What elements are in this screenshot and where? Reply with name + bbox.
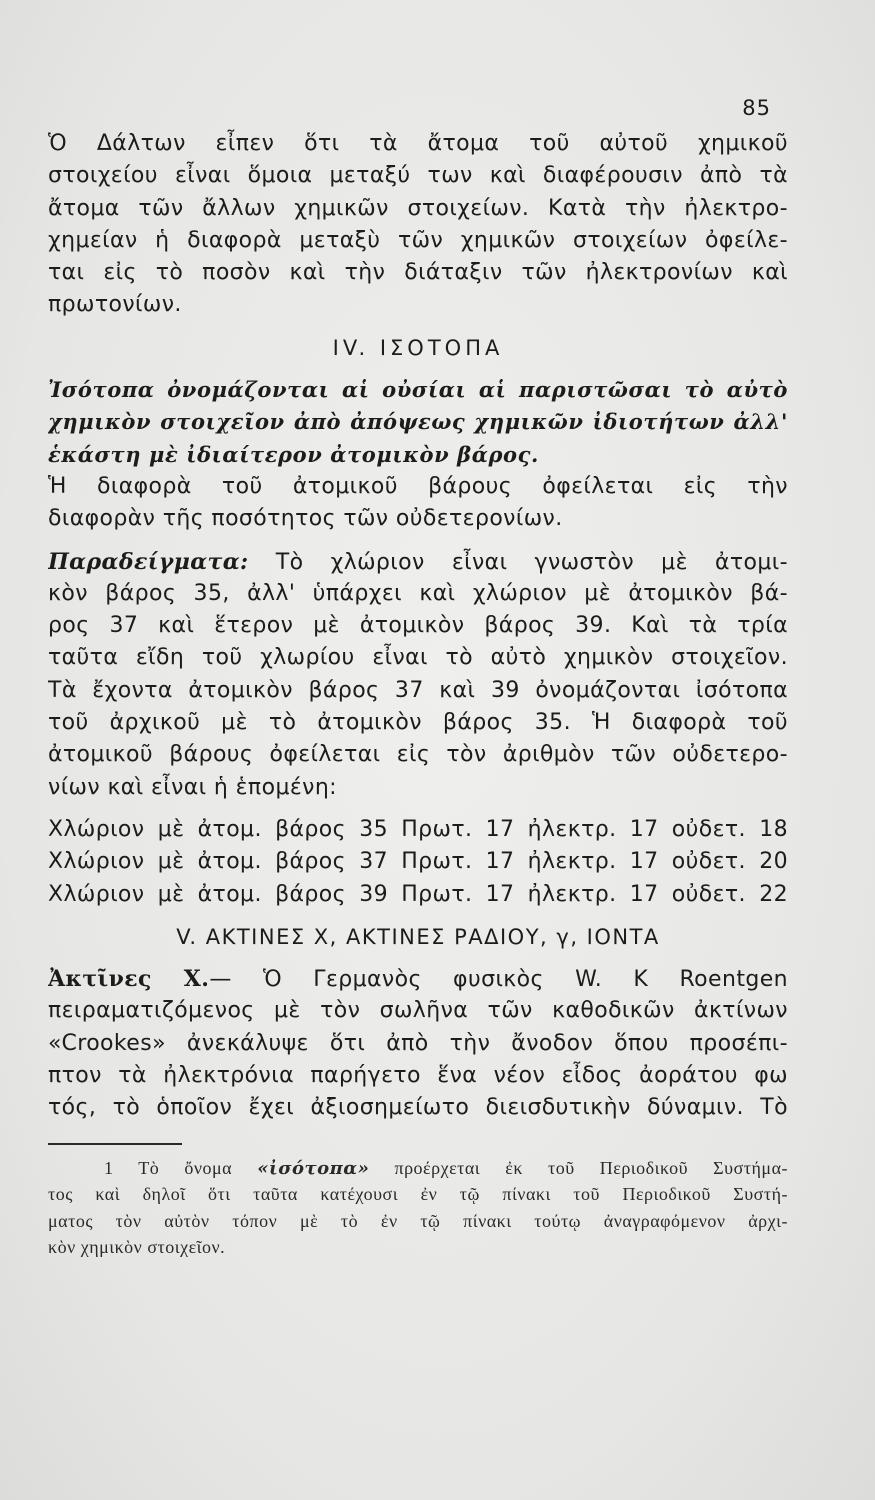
table-row: Χλώριον μὲ ἀτομ. βάρος 37 Πρωτ. 17 ἠλεκτρ. 17 οὐδετ. 20 — [48, 849, 788, 875]
text-line: ταῦτα εἴδη τοῦ χλωρίου εἶναι τὸ αὐτὸ χημικὸν στοιχεῖον. — [48, 645, 788, 671]
text-line: Ἰσότοπα ὀνομάζονται αἱ οὐσίαι αἱ παριστῶσαι τὸ αὐτὸ — [48, 377, 788, 403]
isotope-definition — [48, 374, 788, 471]
text-line: κὸν βάρος 35, ἀλλ' ὑπάρχει καὶ χλώριον μὲ ἀτομικὸν βά- — [48, 580, 788, 606]
footnote-marker: 1 — [104, 1157, 114, 1178]
footnote-line: ματος τὸν αὐτὸν τόπον μὲ τὸ ἐν τῷ πίνακι τούτῳ ἀναγραφόμενον ἀρχι- — [48, 1210, 788, 1231]
text-line — [48, 546, 788, 578]
text-line: ἀτομικοῦ βάρους ὀφείλεται εἰς τὸν ἀριθμὸν τῶν οὐδετερο- — [48, 742, 788, 768]
text-line: ρος 37 καὶ ἕτερον μὲ ἀτομικὸν βάρος 39. Καὶ τὰ τρία — [48, 613, 788, 639]
page-number: 85 — [742, 96, 771, 120]
footnote — [48, 1155, 788, 1261]
section-heading-isotopes: IV. ΙΣΟΤΟΠΑ — [332, 335, 504, 360]
text-column — [48, 128, 788, 1261]
table-row: Χλώριον μὲ ἀτομ. βάρος 39 Πρωτ. 17 ἠλεκτρ. 17 οὐδετ. 22 — [48, 881, 788, 907]
text-line: διαφορὰν τῆς ποσότητος τῶν οὐδετερονίων. — [48, 506, 563, 532]
text-line: Ὁ Δάλτων εἶπεν ὅτι τὰ ἄτομα τοῦ αὐτοῦ χημικοῦ — [48, 131, 788, 156]
examples-first-text: Τὸ χλώριον εἶναι γνωστὸν μὲ ἀτομι- — [248, 549, 788, 575]
examples-label: Παραδείγματα: — [48, 548, 249, 575]
footnote-line: 1 Τὸ ὄνομα «ἰσότοπα» προέρχεται ἐκ τοῦ Περιοδικοῦ Συστήμα- — [104, 1157, 788, 1179]
intro-paragraph — [48, 128, 788, 322]
text-line: χημείαν ἡ διαφορὰ μεταξὺ τῶν χημικῶν στοιχείων ὀφείλε- — [48, 227, 788, 253]
text-line: τοῦ ἀρχικοῦ μὲ τὸ ἀτομικὸν βάρος 35. Ἡ διαφορὰ τοῦ — [48, 710, 788, 736]
text-line: τός, τὸ ὁποῖον ἔχει ἀξιοσημείωτο διεισδυτικὴν δύναμιν. Τὸ — [48, 1095, 788, 1121]
chlorine-isotope-table — [48, 814, 788, 911]
footnote-line: κὸν χημικὸν στοιχεῖον. — [48, 1237, 226, 1258]
xrays-lead-text: — Ὁ Γερμανὸς φυσικὸς W. K Roentgen — [209, 967, 788, 993]
text-line: πρωτονίων. — [48, 292, 182, 318]
table-row: Χλώριον μὲ ἀτομ. βάρος 35 Πρωτ. 17 ἠλεκτρ. 17 οὐδετ. 18 — [48, 816, 788, 842]
isotope-explanation — [48, 471, 788, 536]
text-line: Ἡ διαφορὰ τοῦ ἀτομικοῦ βάρους ὀφείλεται εἰς τὴν — [48, 473, 788, 499]
xrays-paragraph — [48, 963, 788, 1124]
xrays-lead-label: Ἀκτῖνες X. — [48, 966, 210, 993]
footnote-term: «ἰσότοπα» — [257, 1157, 370, 1179]
text-line — [48, 963, 788, 995]
text-line: νίων καὶ εἶναι ἡ ἑπομένη: — [48, 774, 337, 800]
text-line: πειραματιζόμενος μὲ τὸν σωλῆνα τῶν καθοδικῶν ἀκτίνων — [48, 998, 788, 1024]
examples-paragraph — [48, 546, 788, 804]
text-line: στοιχείου εἶναι ὅμοια μεταξύ των καὶ διαφέρουσιν ἀπὸ τὰ — [48, 163, 788, 189]
text-line: ται εἰς τὸ ποσὸν καὶ τὴν διάταξιν τῶν ἠλεκτρονίων καὶ — [48, 260, 788, 286]
section-heading-rays: V. ΑΚΤΙΝΕΣ X, ΑΚΤΙΝΕΣ ΡΑΔΙΟΥ, γ, ΙΟΝΤΑ — [176, 924, 660, 949]
text-line: χημικὸν στοιχεῖον ἀπὸ ἀπόψεως χημικῶν ἰδιοτήτων ἀλλ' — [48, 409, 788, 435]
footnote-line: τος καὶ δηλοῖ ὅτι ταῦτα κατέχουσι ἐν τῷ πίνακι τοῦ Περιοδικοῦ Συστή- — [48, 1184, 788, 1205]
text-line: ἄτομα τῶν ἄλλων χημικῶν στοιχείων. Κατὰ τὴν ἠλεκτρο- — [48, 195, 788, 221]
text-line: Τὰ ἔχοντα ἀτομικὸν βάρος 37 καὶ 39 ὀνομάζονται ἰσότοπα — [48, 677, 788, 703]
text-line: ἑκάστη μὲ ἰδιαίτερον ἀτομικὸν βάρος. — [48, 441, 539, 467]
text-line: «Crookes» ἀνεκάλυψε ὅτι ἀπὸ τὴν ἄνοδον ὅπου προσέπι- — [48, 1030, 788, 1056]
text-line: πτον τὰ ἠλεκτρόνια παρήγετο ἕνα νέον εἶδος ἀοράτου φω — [48, 1063, 788, 1089]
footnote-divider — [48, 1143, 182, 1145]
